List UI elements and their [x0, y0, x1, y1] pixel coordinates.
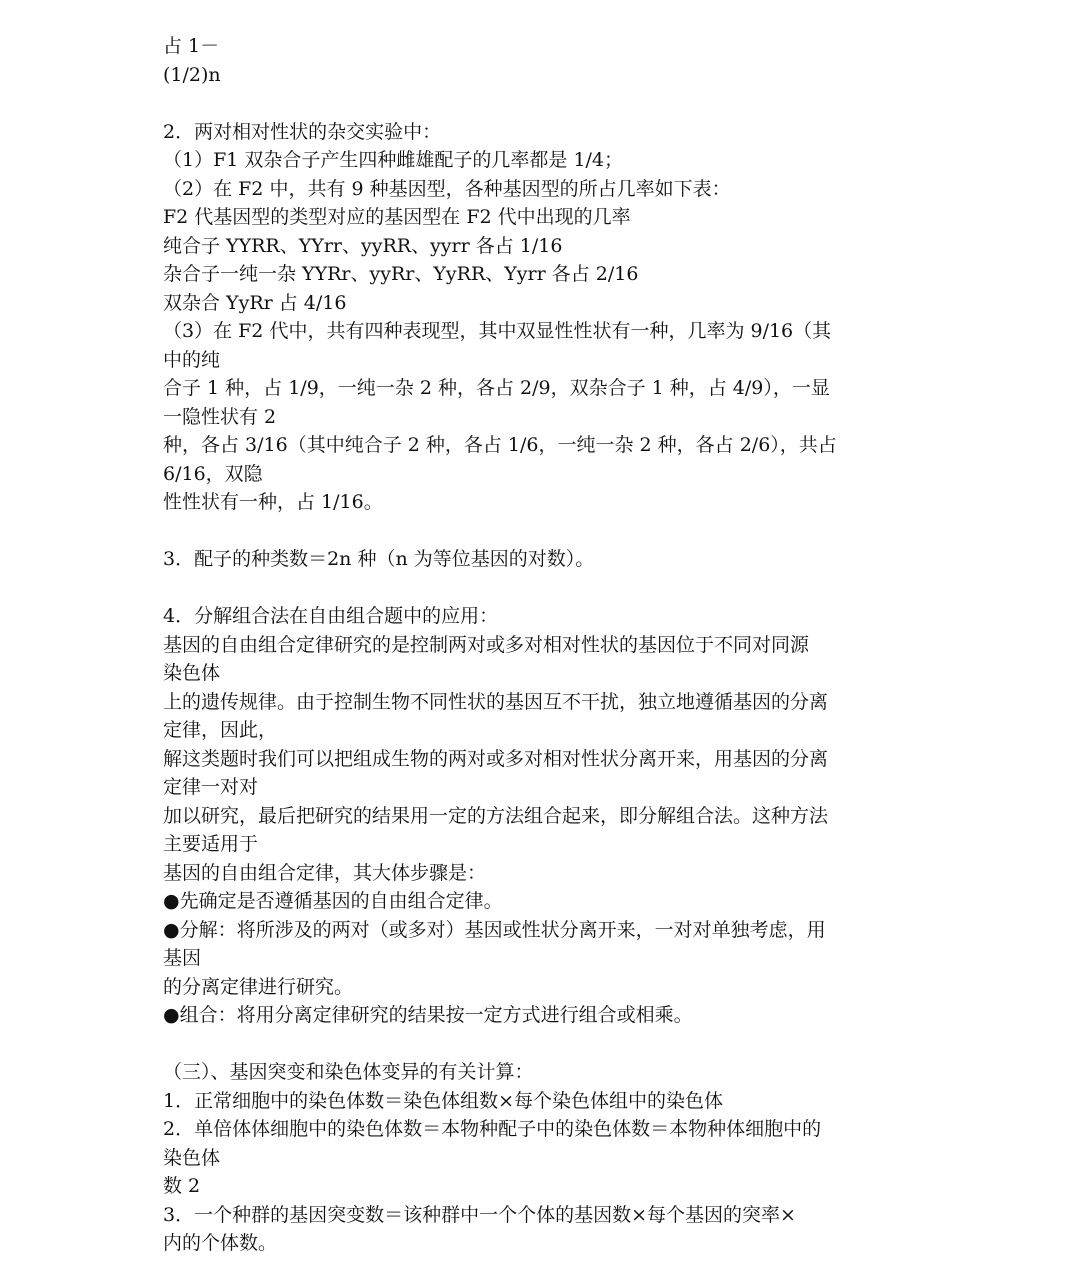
text-line: 中的纯: [163, 348, 221, 371]
section-heading: （三）、基因突变和染色体变异的有关计算：: [163, 1061, 534, 1083]
text-line: 内的个体数。: [163, 1232, 278, 1254]
bullet-line: ●组合：将用分离定律研究的结果按一定方式进行组合或相乘。: [163, 1004, 693, 1026]
blank-line: [163, 517, 923, 546]
text-line: 种，各占 3/16（其中纯合子 2 种，各占 1/6，一纯一杂 2 种，各占 2/6），共占: [163, 434, 837, 456]
bullet-line: ●分解：将所涉及的两对（或多对）基因或性状分离开来，一对对单独考虑，用: [163, 918, 826, 941]
text-line: F2 代基因型的类型对应的基因型在 F2 代中出现的几率: [163, 206, 631, 228]
text-line: 1．正常细胞中的染色体数＝染色体组数×每个染色体组中的染色体: [163, 1089, 724, 1112]
text-line: 杂合子一纯一杂 YYRr、yyRr、YyRR、Yyrr 各占 2/16: [163, 263, 639, 285]
text-line: 纯合子 YYRR、YYrr、yyRR、yyrr 各占 1/16: [163, 234, 563, 257]
text-line: 的分离定律进行研究。: [163, 975, 354, 998]
text-line: 2．单倍体体细胞中的染色体数＝本物种配子中的染色体数＝本物种体细胞中的: [163, 1118, 822, 1140]
text-line: 双杂合 YyRr 占 4/16: [163, 291, 347, 314]
text-line: （2）在 F2 中，共有 9 种基因型，各种基因型的所占几率如下表：: [163, 177, 731, 200]
section-heading: 2．两对相对性状的杂交实验中：: [163, 120, 442, 143]
text-line: （3）在 F2 代中，共有四种表现型，其中双显性性状有一种，几率为 9/16（其: [163, 320, 832, 342]
text-line: 6/16，双隐: [163, 462, 263, 485]
text-line: 3．一个种群的基因突变数＝该种群中一个个体的基因数×每个基因的突率×: [163, 1203, 796, 1226]
text-line: (1/2)n: [163, 63, 221, 86]
bullet-line: ●先确定是否遵循基因的自由组合定律。: [163, 890, 503, 912]
text-line: 染色体: [163, 1146, 221, 1169]
text-line: 基因的自由组合定律，其大体步骤是：: [163, 861, 487, 884]
text-line: 合子 1 种，占 1/9，一纯一杂 2 种，各占 2/9，双杂合子 1 种，占 4/9），一显: [163, 377, 830, 399]
text-line: （1）F1 双杂合子产生四种雌雄配子的几率都是 1/4；: [163, 149, 624, 171]
blank-line: [163, 574, 923, 603]
text-line: 性性状有一种，占 1/16。: [163, 491, 383, 513]
text-line: 定律，因此，: [163, 719, 278, 741]
section-heading: 3．配子的种类数＝2n 种（n 为等位基因的对数）。: [163, 548, 595, 570]
text-line: 定律一对对: [163, 776, 259, 798]
section-heading: 4．分解组合法在自由组合题中的应用：: [163, 605, 499, 627]
text-line: 占 1－: [163, 35, 220, 57]
text-line: 主要适用于: [163, 833, 259, 855]
blank-line: [163, 1030, 923, 1059]
document-page: [163, 32, 923, 1258]
blank-line: [163, 89, 923, 118]
text-line: 一隐性状有 2: [163, 405, 277, 428]
text-line: 染色体: [163, 662, 221, 684]
text-line: 数 2: [163, 1175, 201, 1197]
text-line: 基因的自由组合定律研究的是控制两对或多对相对性状的基因位于不同对同源: [163, 633, 810, 656]
text-line: 上的遗传规律。由于控制生物不同性状的基因互不干扰，独立地遵循基因的分离: [163, 690, 829, 713]
text-line: 基因: [163, 947, 202, 969]
text-line: 解这类题时我们可以把组成生物的两对或多对相对性状分离开来，用基因的分离: [163, 747, 829, 770]
text-line: 加以研究，最后把研究的结果用一定的方法组合起来，即分解组合法。这种方法: [163, 804, 829, 827]
